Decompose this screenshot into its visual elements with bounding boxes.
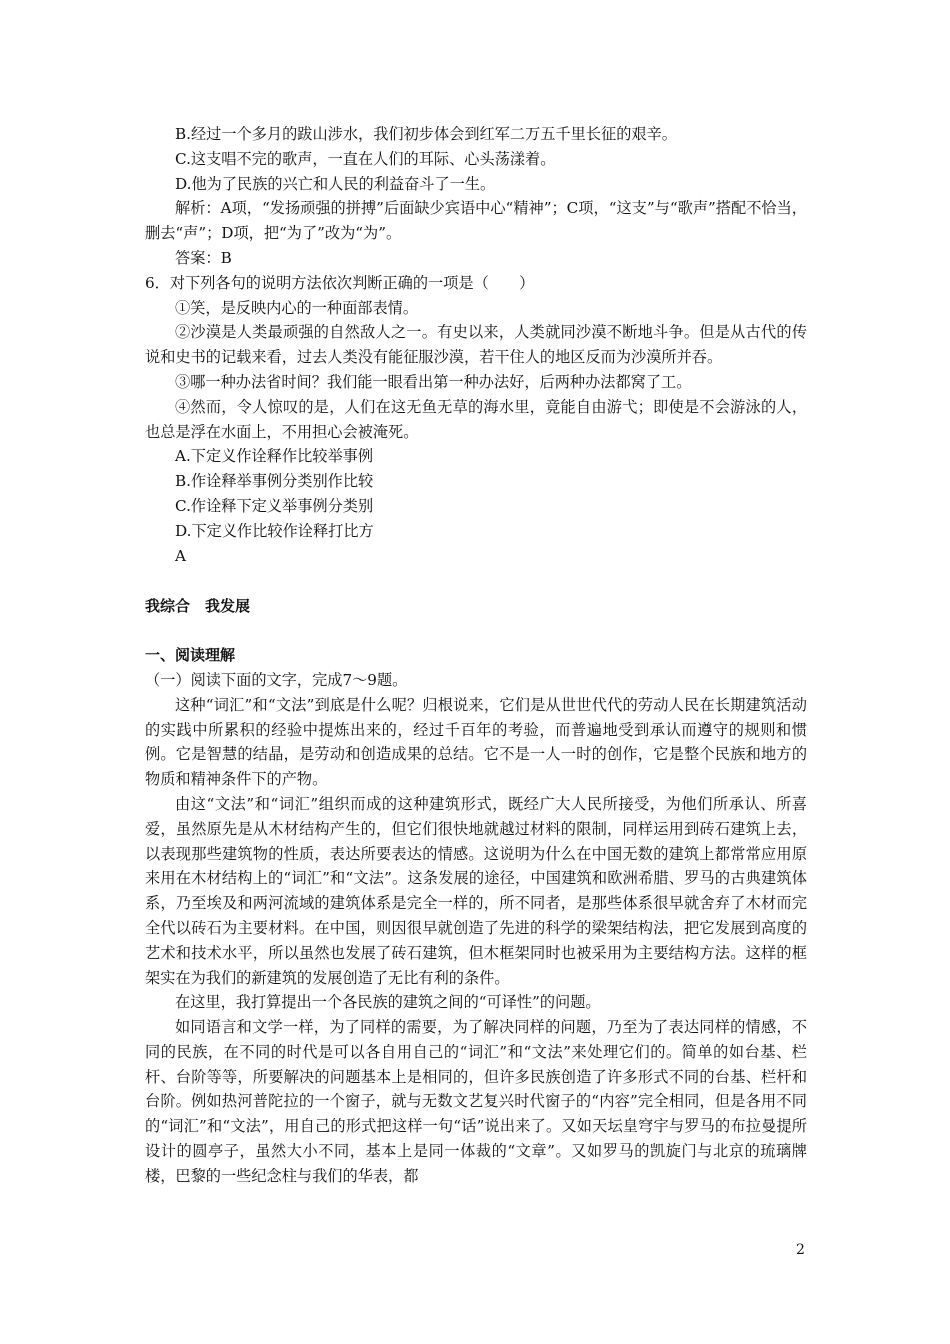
q6-sentence-2: ②沙漠是人类最顽强的自然敌人之一。有史以来，人类就同沙漠不断地斗争。但是从古代的传说和史书的记载来看，过去人类没有能征服沙漠，若干住人的地区反而为沙漠所并吞。 (145, 323, 807, 367)
reading-paragraph-2: 由这“文法”和“词汇”组织而成的这种建筑形式，既经广大人民所接受，为他们所承认、所喜爱，虽然原先是从木材结构产生的，但它们很快地就越过材料的限制，同样运用到砖石建筑上去，以表现那些建筑物的性质，表达所要表达的情感。这说明为什么在中国无数的建筑上都常常应用原来用在木材结构上的“词汇”和“文法”。这条发展的途径，中国建筑和欧洲希腊、罗马的古典建筑体系，乃至埃及和两河流域的建筑体系是完全一样的，所不同者，是那些体系很早就舍弃了木材而完全代以砖石为主要材料。在中国，则因很早就创造了先进的科学的梁架结构法，把它发展到高度的艺术和技术水平，所以虽然也发展了砖石建筑，但木框架同时也被采用为主要结构方法。这样的框架实在为我们的新建筑的发展创造了无比有利的条件。 (145, 794, 807, 987)
section-title: 我综合 我发展 (145, 597, 251, 616)
q6-option-d: D.下定义作比较作诠释打比方 (175, 521, 374, 540)
q6-sentence-3: ③哪一种办法省时间？我们能一眼看出第一种办法好，后两种办法都窝了工。 (175, 372, 692, 391)
page-number: 2 (796, 1242, 805, 1258)
q5-answer: 答案：B (175, 248, 232, 267)
q6-answer: A (175, 546, 186, 565)
q5-option-d: D.他为了民族的兴亡和人民的利益奋斗了一生。 (175, 174, 496, 193)
q5-option-b: B.经过一个多月的跋山涉水，我们初步体会到红军二万五千里长征的艰辛。 (175, 125, 677, 143)
reading-intro: （一）阅读下面的文字，完成7～9题。 (145, 670, 408, 689)
reading-heading: 一、阅读理解 (145, 646, 236, 665)
reading-paragraph-3: 在这里，我打算提出一个各民族的建筑之间的“可译性”的问题。 (175, 993, 601, 1012)
q5-analysis: 解析：A项，“发扬顽强的拼搏”后面缺少宾语中心“精神”；C项，“这支”与“歌声”搭配不恰当，删去“声”；D项，把“为了”改为“为”。 (145, 199, 807, 243)
q6-sentence-1: ①笑，是反映内心的一种面部表情。 (175, 298, 418, 317)
q6-sentence-4: ④然而，令人惊叹的是，人们在这无鱼无草的海水里，竟能自由游弋；即使是不会游泳的人，也总是浮在水面上，不用担心会被淹死。 (145, 397, 807, 441)
spacer (145, 619, 807, 643)
spacer (145, 568, 807, 594)
q6-option-b: B.作诠释举事例分类别作比较 (175, 472, 374, 491)
reading-paragraph-1: 这种“词汇”和“文法”到底是什么呢？归根说来，它们是从世世代代的劳动人民在长期建筑活动的实践中所累积的经验中提炼出来的，经过千百年的考验，而普遍地受到承认而遵守的规则和惯例。它是智慧的结晶，是劳动和创造成果的总结。它不是一人一时的创作，它是整个民族和地方的物质和精神条件下的产物。 (145, 695, 807, 789)
q6-stem: 6．对下列各句的说明方法依次判断正确的一项是（ ） (145, 273, 535, 292)
q5-option-c: C.这支唱不完的歌声，一直在人们的耳际、心头荡漾着。 (175, 149, 556, 168)
q6-option-c: C.作诠释下定义举事例分类别 (175, 496, 374, 515)
document-body (145, 122, 807, 1189)
q6-option-a: A.下定义作诠释作比较举事例 (175, 447, 374, 466)
reading-paragraph-4: 如同语言和文学一样，为了同样的需要，为了解决同样的问题，乃至为了表达同样的情感，不同的民族，在不同的时代是可以各自用自己的“词汇”和“文法”来处理它们的。简单的如台基、栏杆、台阶等等，所要解决的问题基本上是相同的，但许多民族创造了许多形式不同的台基、栏杆和台阶。例如热河普陀拉的一个窗子，就与无数文艺复兴时代窗子的“内容”完全相同，但是各用不同的“词汇”和“文法”，用自己的形式把这样一句“话”说出来了。又如天坛皇穹宇与罗马的布拉曼提所设计的圆亭子，虽然大小不同，基本上是同一体裁的“文章”。又如罗马的凯旋门与北京的琉璃牌楼，巴黎的一些纪念柱与我们的华表，都 (145, 1018, 807, 1185)
